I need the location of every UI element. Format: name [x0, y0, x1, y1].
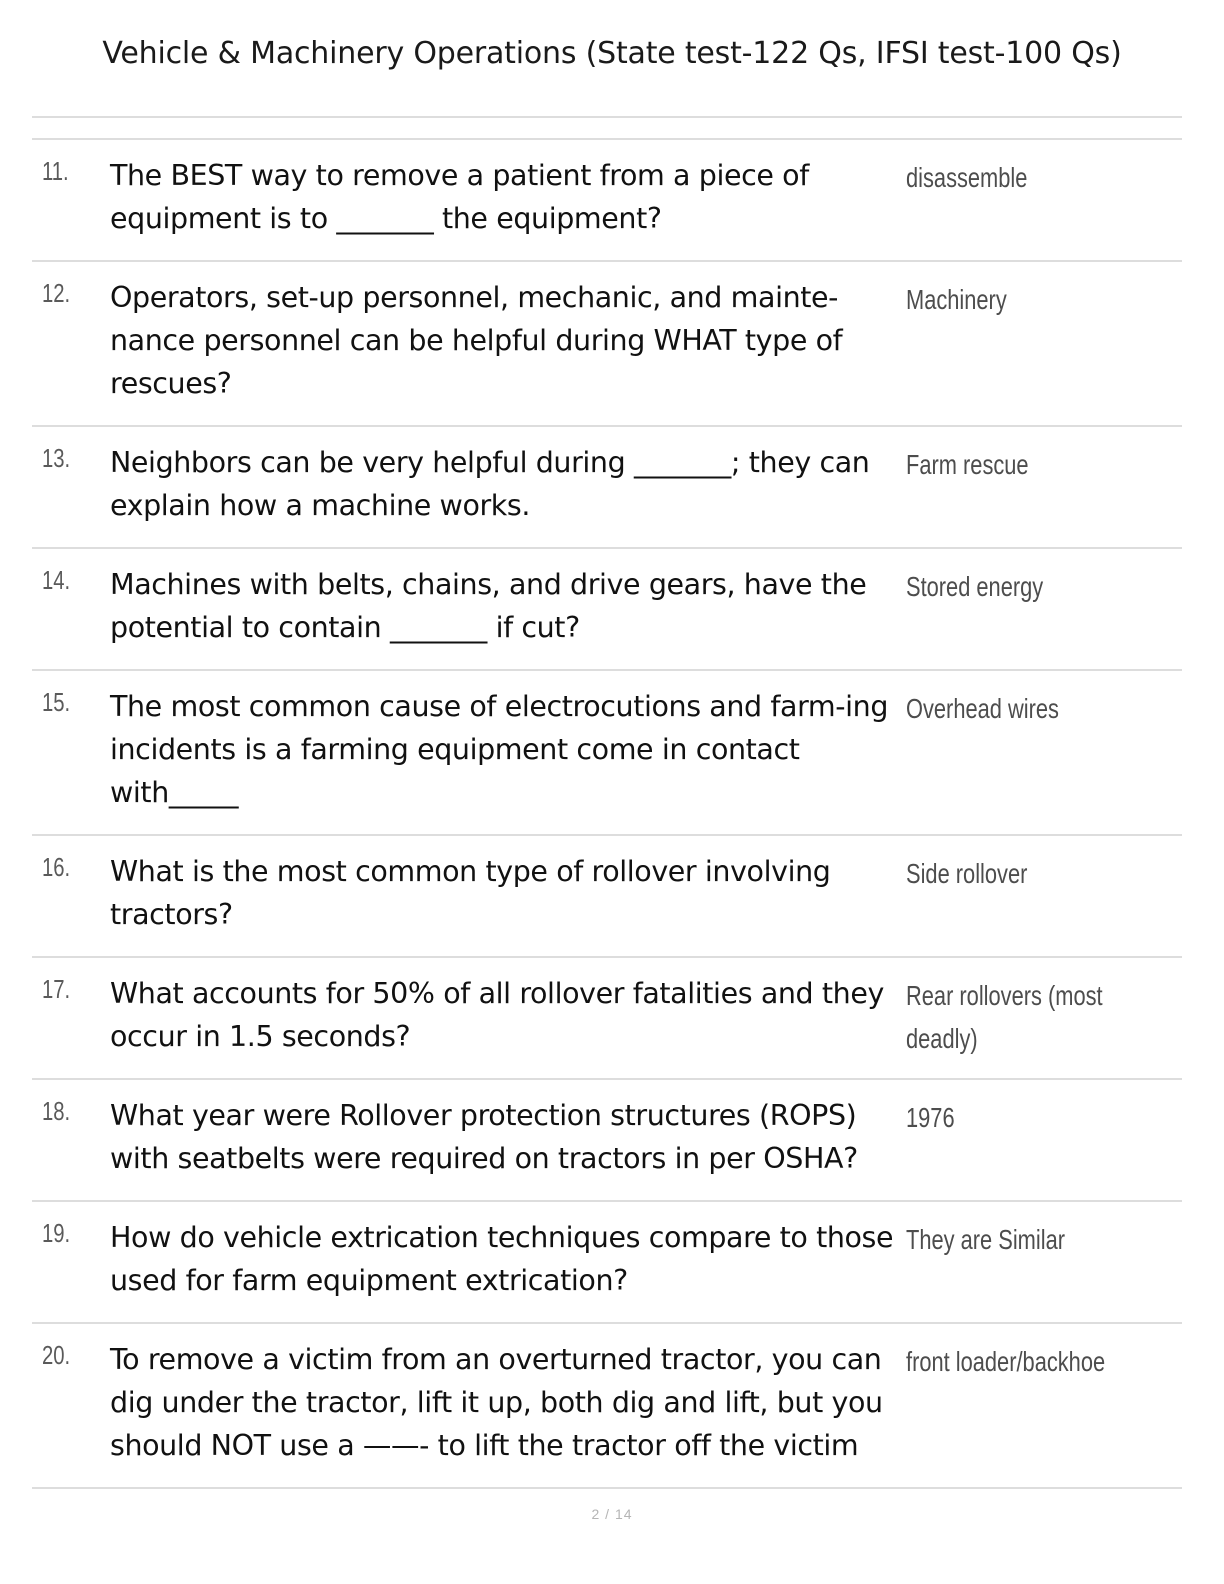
question-text: What accounts for 50% of all rollover fatalities and they occur in 1.5 seconds? — [110, 977, 884, 1053]
question-text: What year were Rollover protection structures (ROPS) with seatbelts were required on tractors in per OSHA? — [110, 1099, 858, 1175]
question-number: 13. — [42, 443, 71, 473]
question-row-19 — [32, 1202, 1182, 1324]
question-number: 15. — [42, 687, 71, 717]
question-row-17 — [32, 958, 1182, 1080]
question-text: Neighbors can be very helpful during _______; they can explain how a machine works. — [110, 446, 870, 522]
question-row-12 — [32, 262, 1182, 427]
page-indicator: 2 / 14 — [591, 1506, 633, 1522]
answer-text: Stored energy — [906, 571, 1044, 602]
question-number: 14. — [42, 565, 71, 595]
answer-text: They are Similar — [906, 1224, 1065, 1255]
question-number: 12. — [42, 278, 71, 308]
question-text: Operators, set-up personnel, mechanic, and mainte-nance personnel can be helpful during WHAT type of rescues? — [110, 281, 843, 400]
question-text: How do vehicle extrication techniques compare to those used for farm equipment extrication? — [110, 1221, 894, 1297]
question-text: What is the most common type of rollover involving tractors? — [110, 855, 831, 931]
question-list — [32, 140, 1182, 1489]
question-text: The most common cause of electrocutions and farm-ing incidents is a farming equipment come in contact with_____ — [110, 690, 889, 809]
answer-text: Overhead wires — [906, 693, 1059, 724]
question-number: 19. — [42, 1218, 71, 1248]
question-row-15 — [32, 671, 1182, 836]
answer-text: disassemble — [906, 162, 1028, 193]
question-number: 11. — [42, 156, 69, 186]
question-text: Machines with belts, chains, and drive gears, have the potential to contain _______ if cut? — [110, 568, 867, 644]
question-row-18 — [32, 1080, 1182, 1202]
question-number: 17. — [42, 974, 71, 1004]
question-text: The BEST way to remove a patient from a piece of equipment is to _______ the equipment? — [110, 159, 809, 235]
question-row-11 — [32, 140, 1182, 262]
question-row-16 — [32, 836, 1182, 958]
answer-text: Machinery — [906, 284, 1007, 315]
answer-text: 1976 — [906, 1102, 955, 1133]
answer-text: Farm rescue — [906, 449, 1029, 480]
answer-text: Rear rollovers (most deadly) — [906, 980, 1103, 1054]
document-title: Vehicle & Machinery Operations (State test-122 Qs, IFSI test-100 Qs) — [102, 36, 1122, 71]
question-number: 18. — [42, 1096, 71, 1126]
answer-text: front loader/backhoe — [906, 1346, 1106, 1377]
question-text: To remove a victim from an overturned tractor, you can dig under the tractor, lift it up, both dig and lift, but you should NOT use a ——- to lift the tractor off the victim — [110, 1343, 883, 1462]
answer-text: Side rollover — [906, 858, 1028, 889]
question-number: 20. — [42, 1340, 71, 1370]
question-row-14 — [32, 549, 1182, 671]
question-row-13 — [32, 427, 1182, 549]
divider — [32, 116, 1182, 118]
question-row-20 — [32, 1324, 1182, 1489]
question-number: 16. — [42, 852, 71, 882]
